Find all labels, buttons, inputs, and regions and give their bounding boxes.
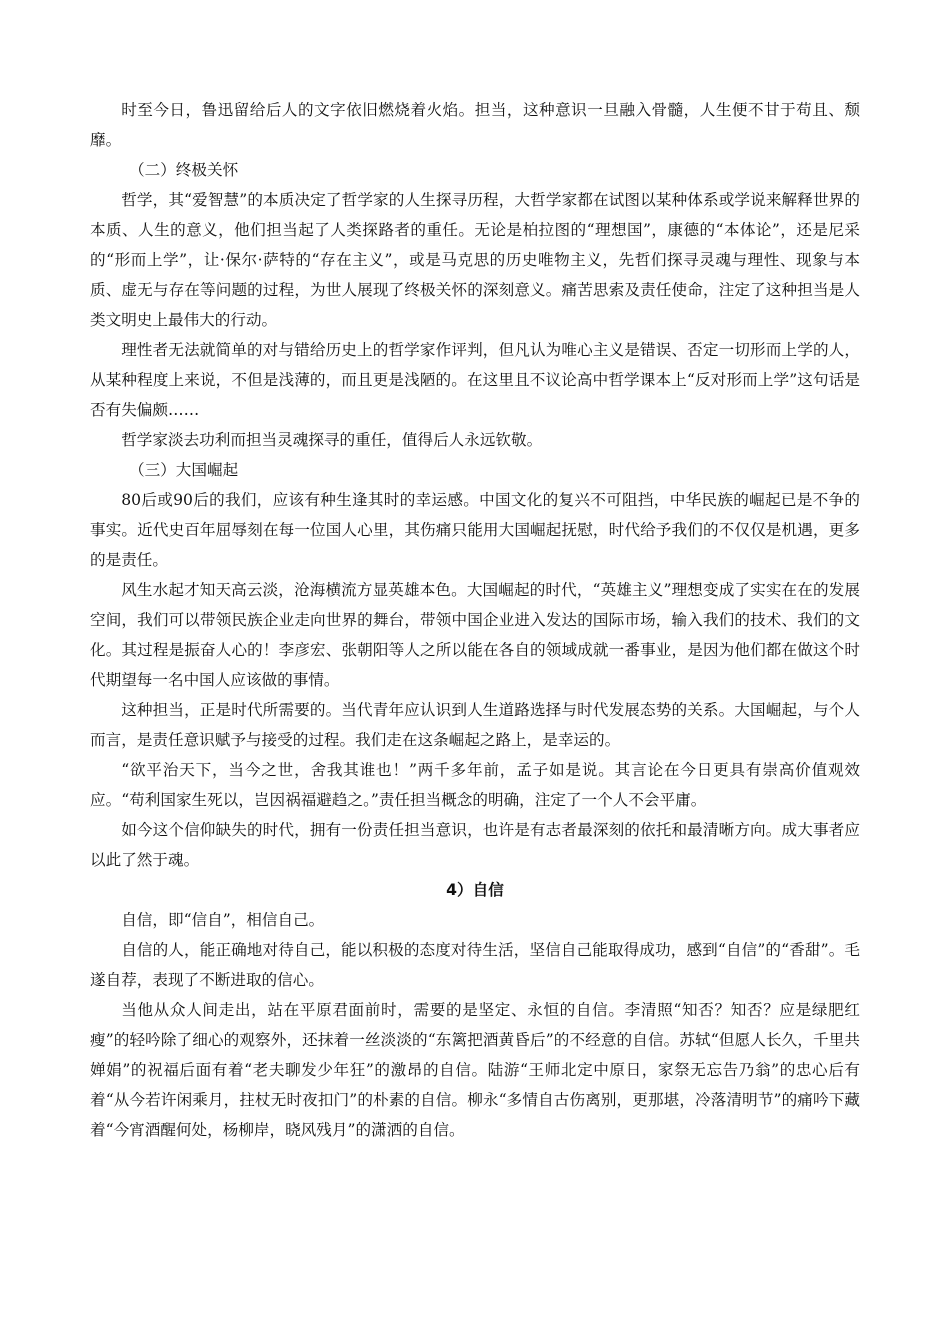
paragraph: 当他从众人间走出，站在平原君面前时，需要的是坚定、永恒的自信。李清照“知否？知否？应是绿肥红瘦”的轻吟除了细心的观察外，还抹着一丝淡淡的“东篱把酒黄昏后”的不经意的自信。苏轼“但愿人长久，千里共婵娟”的祝福后面有着“老夫聊发少年狂”的激昂的自信。陆游“王师北定中原日，家祭无忘告乃翁”的忠心后有着“从今若许闲乘月，拄杖无时夜扣门”的朴素的自信。柳永“多情自古伤离别，更那堪，冷落清明节”的痛吟下藏着“今宵酒醒何处，杨柳岸，晓风残月”的潇洒的自信。: [90, 1001, 860, 1139]
paragraph: “欲平治天下，当今之世，舍我其谁也！”两千多年前，孟子如是说。其言论在今日更具有崇高价值观效应。“苟利国家生死以，岂因祸福避趋之。”责任担当概念的明确，注定了一个人不会平庸。: [90, 761, 860, 809]
paragraph: 哲学，其“爱智慧”的本质决定了哲学家的人生探寻历程，大哲学家都在试图以某种体系或学说来解释世界的本质、人生的意义，他们担当起了人类探路者的重任。无论是柏拉图的“理想国”，康德的“本体论”，还是尼采的“形而上学”，让·保尔·萨特的“存在主义”，或是马克思的历史唯物主义，先哲们探寻灵魂与理性、现象与本质、虚无与存在等问题的过程，为世人展现了终极关怀的深刻意义。痛苦思索及责任使命，注定了这种担当是人类文明史上最伟大的行动。: [90, 191, 860, 329]
paragraph: 自信，即“信自”，相信自己。: [121, 911, 325, 929]
section-subheading: （三）大国崛起: [129, 461, 239, 479]
paragraph: 如今这个信仰缺失的时代，拥有一份责任担当意识，也许是有志者最深刻的依托和最清晰方向。成大事者应以此了然于魂。: [90, 821, 860, 869]
paragraph: 时至今日，鲁迅留给后人的文字依旧燃烧着火焰。担当，这种意识一旦融入骨髓，人生便不甘于苟且、颓靡。: [90, 101, 860, 149]
paragraph: 这种担当，正是时代所需要的。当代青年应认识到人生道路选择与时代发展态势的关系。大国崛起，与个人而言，是责任意识赋予与接受的过程。我们走在这条崛起之路上，是幸运的。: [90, 701, 860, 749]
section-subheading: （二）终极关怀: [129, 161, 239, 179]
paragraph: 80后或90后的我们，应该有种生逢其时的幸运感。中国文化的复兴不可阻挡，中华民族的崛起已是不争的事实。近代史百年屈辱刻在每一位国人心里，其伤痛只能用大国崛起抚慰，时代给予我们的不仅仅是机遇，更多的是责任。: [90, 491, 860, 569]
paragraph: 理性者无法就简单的对与错给历史上的哲学家作评判，但凡认为唯心主义是错误、否定一切形而上学的人，从某种程度上来说，不但是浅薄的，而且更是浅陋的。在这里且不议论高中哲学课本上“反对形而上学”这句话是否有失偏颇……: [90, 341, 860, 419]
section-heading: 4）自信: [446, 881, 504, 899]
paragraph: 风生水起才知天高云淡，沧海横流方显英雄本色。大国崛起的时代，“英雄主义”理想变成了实实在在的发展空间，我们可以带领民族企业走向世界的舞台，带领中国企业进入发达的国际市场，输入我们的技术、我们的文化。其过程是振奋人心的！李彦宏、张朝阳等人之所以能在各自的领域成就一番事业，是因为他们都在做这个时代期望每一名中国人应该做的事情。: [90, 581, 860, 689]
paragraph: 哲学家淡去功利而担当灵魂探寻的重任，值得后人永远钦敬。: [121, 431, 543, 449]
paragraph: 自信的人，能正确地对待自己，能以积极的态度对待生活，坚信自己能取得成功，感到“自信”的“香甜”。毛遂自荐，表现了不断进取的信心。: [90, 941, 860, 989]
